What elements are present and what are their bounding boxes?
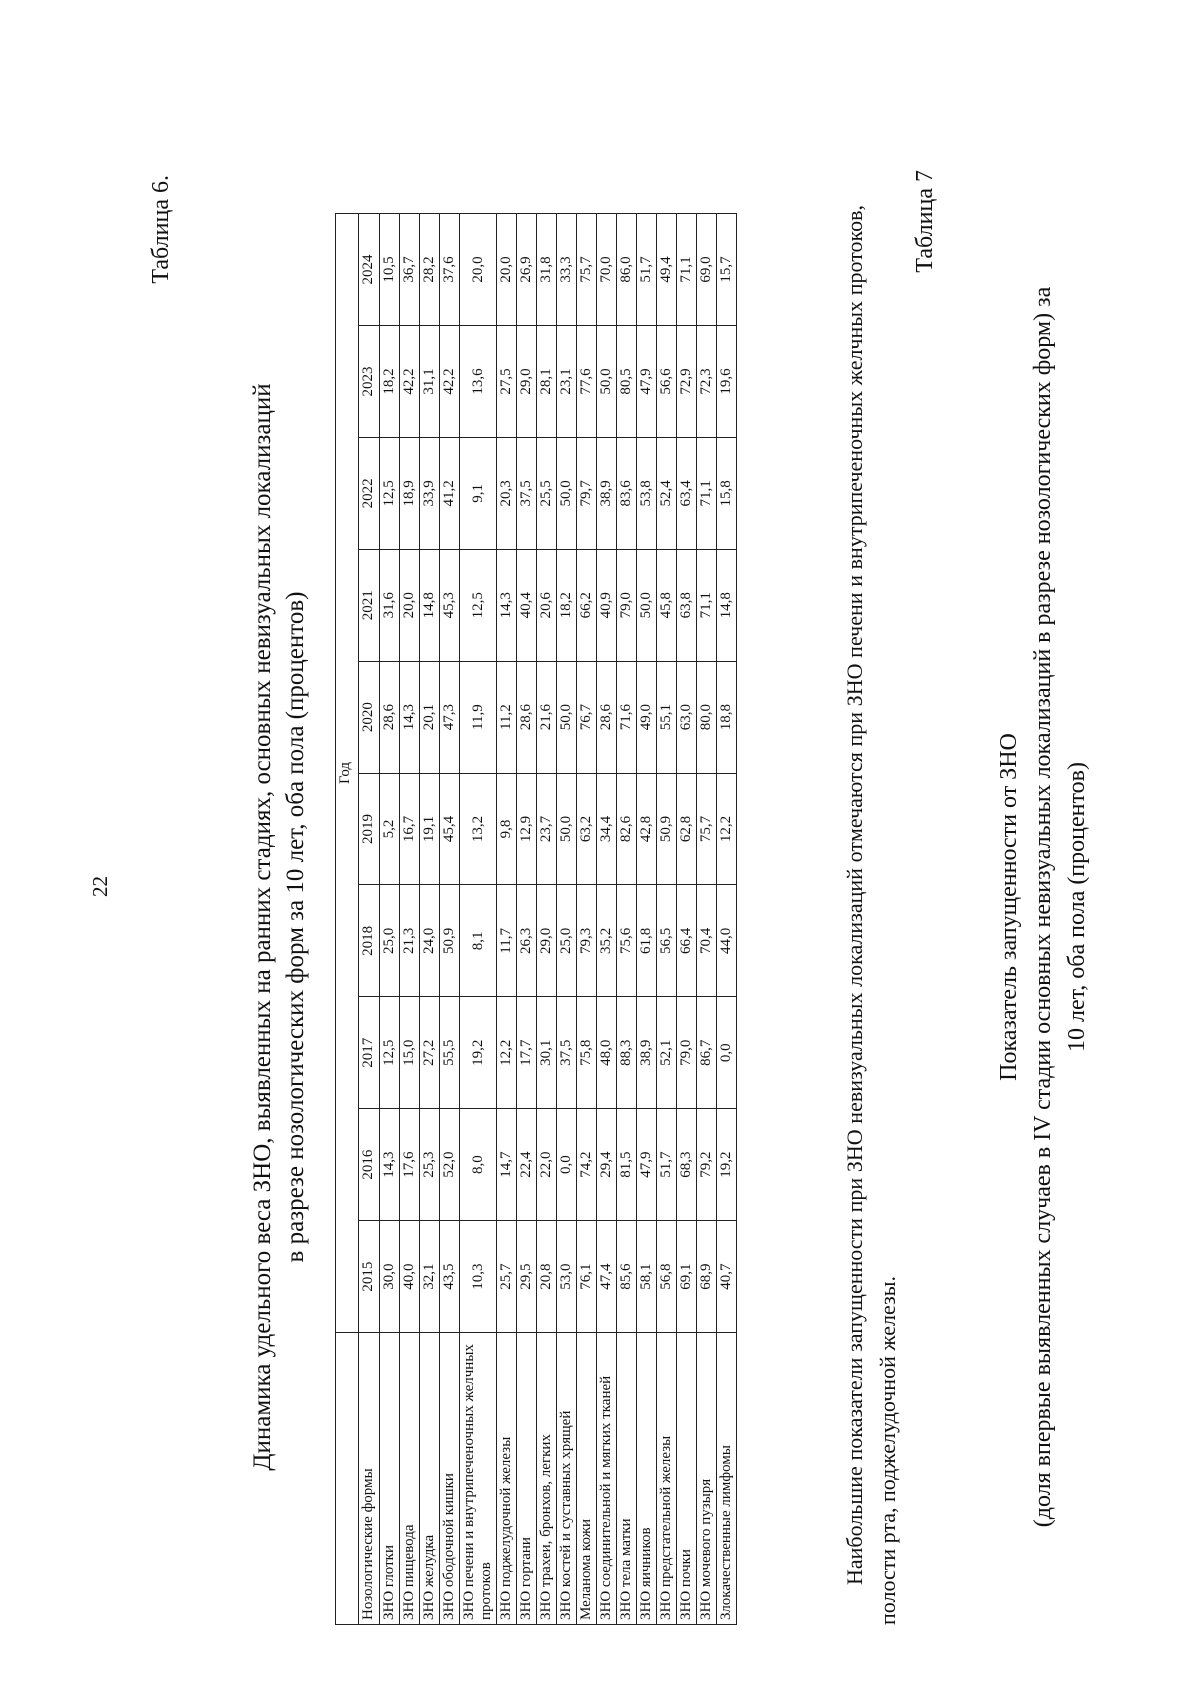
row-value-cell: 23,7 xyxy=(537,773,557,885)
row-value-cell: 26,9 xyxy=(517,214,537,326)
row-value-cell: 79,0 xyxy=(677,997,697,1109)
table-7-caption-line-1: Показатель запущенности от ЗНО xyxy=(996,733,1022,1081)
row-value-cell: 45,3 xyxy=(440,549,460,661)
row-nosology-name: Меланома кожи xyxy=(577,1333,597,1625)
row-nosology-name: ЗНО предстательной железы xyxy=(657,1333,677,1625)
row-value-cell: 20,0 xyxy=(460,214,497,326)
row-value-cell: 66,2 xyxy=(577,549,597,661)
row-value-cell: 76,7 xyxy=(577,661,597,773)
row-value-cell: 28,6 xyxy=(517,661,537,773)
row-value-cell: 14,8 xyxy=(420,549,440,661)
row-value-cell: 10,3 xyxy=(460,1221,497,1333)
row-value-cell: 16,7 xyxy=(400,773,420,885)
row-value-cell: 75,7 xyxy=(577,214,597,326)
row-value-cell: 17,6 xyxy=(400,1109,420,1221)
row-value-cell: 50,0 xyxy=(637,549,657,661)
row-value-cell: 27,5 xyxy=(497,325,517,437)
row-value-cell: 12,5 xyxy=(460,549,497,661)
row-value-cell: 50,0 xyxy=(557,437,577,549)
row-nosology-name: ЗНО поджелудочной железы xyxy=(497,1333,517,1625)
row-value-cell: 72,9 xyxy=(677,325,697,437)
table-row xyxy=(517,214,537,1625)
row-value-cell: 11,2 xyxy=(497,661,517,773)
row-value-cell: 79,7 xyxy=(577,437,597,549)
row-value-cell: 50,0 xyxy=(597,325,617,437)
row-value-cell: 63,8 xyxy=(677,549,697,661)
row-value-cell: 56,8 xyxy=(657,1221,677,1333)
table-header-year: 2019 xyxy=(359,773,380,885)
row-value-cell: 47,4 xyxy=(597,1221,617,1333)
table-header-year: 2023 xyxy=(359,325,380,437)
row-value-cell: 49,0 xyxy=(637,661,657,773)
row-value-cell: 20,6 xyxy=(537,549,557,661)
row-value-cell: 75,6 xyxy=(617,885,637,997)
row-value-cell: 11,7 xyxy=(497,885,517,997)
row-value-cell: 37,5 xyxy=(557,997,577,1109)
row-value-cell: 83,6 xyxy=(617,437,637,549)
table-row xyxy=(420,214,440,1625)
row-value-cell: 14,7 xyxy=(497,1109,517,1221)
table-6 xyxy=(335,213,737,1625)
row-value-cell: 30,0 xyxy=(380,1221,400,1333)
row-value-cell: 40,7 xyxy=(717,1221,737,1333)
row-value-cell: 15,0 xyxy=(400,997,420,1109)
row-value-cell: 31,8 xyxy=(537,214,557,326)
row-value-cell: 41,2 xyxy=(440,437,460,549)
row-value-cell: 79,0 xyxy=(617,549,637,661)
row-value-cell: 14,3 xyxy=(380,1109,400,1221)
row-value-cell: 88,3 xyxy=(617,997,637,1109)
row-value-cell: 18,8 xyxy=(717,661,737,773)
table-6-title-line-2: в разрезе нозологических форм за 10 лет, оба пола (процентов) xyxy=(282,591,309,1263)
row-value-cell: 63,2 xyxy=(577,773,597,885)
row-value-cell: 80,5 xyxy=(617,325,637,437)
row-value-cell: 47,9 xyxy=(637,325,657,437)
row-value-cell: 35,2 xyxy=(597,885,617,997)
table-row xyxy=(460,214,497,1625)
row-value-cell: 31,1 xyxy=(420,325,440,437)
row-value-cell: 18,2 xyxy=(380,325,400,437)
row-value-cell: 19,2 xyxy=(460,997,497,1109)
row-value-cell: 52,1 xyxy=(657,997,677,1109)
row-value-cell: 34,4 xyxy=(597,773,617,885)
row-value-cell: 71,1 xyxy=(697,549,717,661)
row-value-cell: 0,0 xyxy=(717,997,737,1109)
row-value-cell: 20,0 xyxy=(400,549,420,661)
row-nosology-name: ЗНО почки xyxy=(677,1333,697,1625)
row-value-cell: 75,7 xyxy=(697,773,717,885)
row-value-cell: 12,2 xyxy=(717,773,737,885)
row-value-cell: 40,4 xyxy=(517,549,537,661)
row-value-cell: 18,9 xyxy=(400,437,420,549)
row-value-cell: 9,8 xyxy=(497,773,517,885)
row-value-cell: 20,8 xyxy=(537,1221,557,1333)
row-value-cell: 12,2 xyxy=(497,997,517,1109)
row-value-cell: 0,0 xyxy=(557,1109,577,1221)
table-header-year: 2020 xyxy=(359,661,380,773)
row-value-cell: 86,0 xyxy=(617,214,637,326)
row-value-cell: 50,0 xyxy=(557,661,577,773)
row-nosology-name: ЗНО пищевода xyxy=(400,1333,420,1625)
row-value-cell: 28,2 xyxy=(420,214,440,326)
table-header-nosology: Нозологические формы xyxy=(359,1333,380,1625)
row-nosology-name: ЗНО гортани xyxy=(517,1333,537,1625)
row-value-cell: 86,7 xyxy=(697,997,717,1109)
row-value-cell: 25,3 xyxy=(420,1109,440,1221)
row-value-cell: 71,6 xyxy=(617,661,637,773)
row-value-cell: 36,7 xyxy=(400,214,420,326)
row-value-cell: 19,6 xyxy=(717,325,737,437)
row-value-cell: 82,6 xyxy=(617,773,637,885)
table-row xyxy=(537,214,557,1625)
row-nosology-name: ЗНО костей и суставных хрящей xyxy=(557,1333,577,1625)
row-value-cell: 14,3 xyxy=(497,549,517,661)
row-value-cell: 53,8 xyxy=(637,437,657,549)
row-value-cell: 33,3 xyxy=(557,214,577,326)
row-value-cell: 12,9 xyxy=(517,773,537,885)
row-value-cell: 66,4 xyxy=(677,885,697,997)
table-row xyxy=(557,214,577,1625)
row-value-cell: 79,2 xyxy=(697,1109,717,1221)
row-value-cell: 21,3 xyxy=(400,885,420,997)
row-value-cell: 58,1 xyxy=(637,1221,657,1333)
row-value-cell: 28,1 xyxy=(537,325,557,437)
row-value-cell: 55,1 xyxy=(657,661,677,773)
row-value-cell: 52,4 xyxy=(657,437,677,549)
row-value-cell: 20,0 xyxy=(497,214,517,326)
row-value-cell: 29,5 xyxy=(517,1221,537,1333)
table-header-year: 2021 xyxy=(359,549,380,661)
table-header-year: 2015 xyxy=(359,1221,380,1333)
table-header-empty-cell xyxy=(336,1333,359,1625)
row-value-cell: 25,0 xyxy=(380,885,400,997)
row-nosology-name: ЗНО глотки xyxy=(380,1333,400,1625)
summary-paragraph xyxy=(838,205,904,1625)
row-value-cell: 28,6 xyxy=(380,661,400,773)
row-value-cell: 18,2 xyxy=(557,549,577,661)
row-value-cell: 61,8 xyxy=(637,885,657,997)
row-value-cell: 53,0 xyxy=(557,1221,577,1333)
row-value-cell: 26,3 xyxy=(517,885,537,997)
row-value-cell: 20,1 xyxy=(420,661,440,773)
row-value-cell: 70,4 xyxy=(697,885,717,997)
row-nosology-name: ЗНО трахеи, бронхов, легких xyxy=(537,1333,557,1625)
row-value-cell: 71,1 xyxy=(677,214,697,326)
row-nosology-name: ЗНО соединительной и мягких тканей xyxy=(597,1333,617,1625)
table-row xyxy=(400,214,420,1625)
row-value-cell: 12,5 xyxy=(380,997,400,1109)
row-value-cell: 69,1 xyxy=(677,1221,697,1333)
row-value-cell: 14,3 xyxy=(400,661,420,773)
table-row xyxy=(380,214,400,1625)
row-value-cell: 50,9 xyxy=(440,885,460,997)
row-value-cell: 21,6 xyxy=(537,661,557,773)
row-value-cell: 42,2 xyxy=(400,325,420,437)
table-header-year: 2018 xyxy=(359,885,380,997)
row-value-cell: 47,9 xyxy=(637,1109,657,1221)
row-value-cell: 37,5 xyxy=(517,437,537,549)
row-value-cell: 8,1 xyxy=(460,885,497,997)
row-value-cell: 79,3 xyxy=(577,885,597,997)
table-6-title-line-1: Динамика удельного веса ЗНО, выявленных на ранних стадиях, основных невизуальных локализаций xyxy=(249,383,276,1471)
row-value-cell: 49,4 xyxy=(657,214,677,326)
row-value-cell: 76,1 xyxy=(577,1221,597,1333)
row-value-cell: 22,0 xyxy=(537,1109,557,1221)
row-value-cell: 56,5 xyxy=(657,885,677,997)
table-row xyxy=(677,214,697,1625)
row-value-cell: 44,0 xyxy=(717,885,737,997)
row-value-cell: 14,8 xyxy=(717,549,737,661)
row-value-cell: 24,0 xyxy=(420,885,440,997)
table-7-caption xyxy=(992,177,1094,1637)
table-row xyxy=(637,214,657,1625)
row-value-cell: 29,0 xyxy=(537,885,557,997)
row-value-cell: 23,1 xyxy=(557,325,577,437)
row-value-cell: 30,1 xyxy=(537,997,557,1109)
table-7-caption-line-3: 10 лет, оба пола (процентов) xyxy=(1064,762,1090,1053)
row-value-cell: 55,5 xyxy=(440,997,460,1109)
row-value-cell: 20,3 xyxy=(497,437,517,549)
row-value-cell: 29,0 xyxy=(517,325,537,437)
row-value-cell: 62,8 xyxy=(677,773,697,885)
row-value-cell: 51,7 xyxy=(637,214,657,326)
row-nosology-name: ЗНО яичников xyxy=(637,1333,657,1625)
table-header-year: 2024 xyxy=(359,214,380,326)
summary-paragraph-text: Наибольшие показатели запущенности при ЗНО невизуальных локализаций отмечаются при ЗНО печени и внутрипеченочных желчных протоков, полости рта, поджелудочной железы. xyxy=(842,205,900,1625)
table-row xyxy=(577,214,597,1625)
row-value-cell: 33,9 xyxy=(420,437,440,549)
row-nosology-name: Злокачественные лимфомы xyxy=(717,1333,737,1625)
row-value-cell: 19,1 xyxy=(420,773,440,885)
row-value-cell: 69,0 xyxy=(697,214,717,326)
table-row xyxy=(440,214,460,1625)
row-nosology-name: ЗНО желудка xyxy=(420,1333,440,1625)
row-value-cell: 19,2 xyxy=(717,1109,737,1221)
row-value-cell: 75,8 xyxy=(577,997,597,1109)
row-value-cell: 37,6 xyxy=(440,214,460,326)
row-value-cell: 50,0 xyxy=(557,773,577,885)
table-header-year: 2017 xyxy=(359,997,380,1109)
row-value-cell: 42,2 xyxy=(440,325,460,437)
row-value-cell: 77,6 xyxy=(577,325,597,437)
row-value-cell: 13,2 xyxy=(460,773,497,885)
row-value-cell: 56,6 xyxy=(657,325,677,437)
row-value-cell: 28,6 xyxy=(597,661,617,773)
row-value-cell: 42,8 xyxy=(637,773,657,885)
row-value-cell: 85,6 xyxy=(617,1221,637,1333)
row-value-cell: 25,7 xyxy=(497,1221,517,1333)
row-value-cell: 40,0 xyxy=(400,1221,420,1333)
table-row xyxy=(597,214,617,1625)
row-value-cell: 72,3 xyxy=(697,325,717,437)
row-value-cell: 68,9 xyxy=(697,1221,717,1333)
table-row xyxy=(617,214,637,1625)
table-7-label: Таблица 7 xyxy=(912,170,938,273)
row-value-cell: 45,4 xyxy=(440,773,460,885)
table-header-year-group: Год xyxy=(336,214,359,1333)
row-value-cell: 11,9 xyxy=(460,661,497,773)
table-row xyxy=(497,214,517,1625)
row-value-cell: 12,5 xyxy=(380,437,400,549)
row-value-cell: 50,9 xyxy=(657,773,677,885)
row-value-cell: 25,5 xyxy=(537,437,557,549)
row-value-cell: 51,7 xyxy=(657,1109,677,1221)
table-header-years-row xyxy=(359,214,380,1625)
row-value-cell: 8,0 xyxy=(460,1109,497,1221)
row-value-cell: 70,0 xyxy=(597,214,617,326)
table-header-group-row xyxy=(336,214,359,1625)
row-value-cell: 22,4 xyxy=(517,1109,537,1221)
row-nosology-name: ЗНО мочевого пузыря xyxy=(697,1333,717,1625)
row-value-cell: 17,7 xyxy=(517,997,537,1109)
row-value-cell: 43,5 xyxy=(440,1221,460,1333)
table-header-year: 2016 xyxy=(359,1109,380,1221)
row-value-cell: 81,5 xyxy=(617,1109,637,1221)
row-value-cell: 47,3 xyxy=(440,661,460,773)
row-value-cell: 80,0 xyxy=(697,661,717,773)
row-value-cell: 15,7 xyxy=(717,214,737,326)
row-value-cell: 38,9 xyxy=(597,437,617,549)
row-value-cell: 25,0 xyxy=(557,885,577,997)
row-value-cell: 63,4 xyxy=(677,437,697,549)
row-value-cell: 31,6 xyxy=(380,549,400,661)
table-row xyxy=(697,214,717,1625)
table-7-caption-line-2: (доля впервые выявленных случаев в IV стадии основных невизуальных локализаций в разрезе нозологических форм) за xyxy=(1030,286,1056,1528)
row-nosology-name: ЗНО тела матки xyxy=(617,1333,637,1625)
table-6-label: Таблица 6. xyxy=(148,175,174,284)
row-value-cell: 15,8 xyxy=(717,437,737,549)
row-value-cell: 29,4 xyxy=(597,1109,617,1221)
row-value-cell: 74,2 xyxy=(577,1109,597,1221)
row-value-cell: 45,8 xyxy=(657,549,677,661)
table-row xyxy=(657,214,677,1625)
row-value-cell: 63,0 xyxy=(677,661,697,773)
row-value-cell: 52,0 xyxy=(440,1109,460,1221)
row-value-cell: 68,3 xyxy=(677,1109,697,1221)
row-value-cell: 10,5 xyxy=(380,214,400,326)
table-6-body xyxy=(336,214,737,1625)
row-value-cell: 27,2 xyxy=(420,997,440,1109)
row-value-cell: 5,2 xyxy=(380,773,400,885)
row-value-cell: 40,9 xyxy=(597,549,617,661)
row-value-cell: 48,0 xyxy=(597,997,617,1109)
table-6-title xyxy=(246,217,312,1637)
table-row xyxy=(717,214,737,1625)
row-value-cell: 71,1 xyxy=(697,437,717,549)
row-nosology-name: ЗНО ободочной кишки xyxy=(440,1333,460,1625)
row-value-cell: 9,1 xyxy=(460,437,497,549)
page-number: 22 xyxy=(88,876,112,897)
table-header-year: 2022 xyxy=(359,437,380,549)
row-nosology-name: ЗНО печени и внутрипеченочных желчных протоков xyxy=(460,1333,497,1625)
row-value-cell: 38,9 xyxy=(637,997,657,1109)
row-value-cell: 32,1 xyxy=(420,1221,440,1333)
row-value-cell: 13,6 xyxy=(460,325,497,437)
